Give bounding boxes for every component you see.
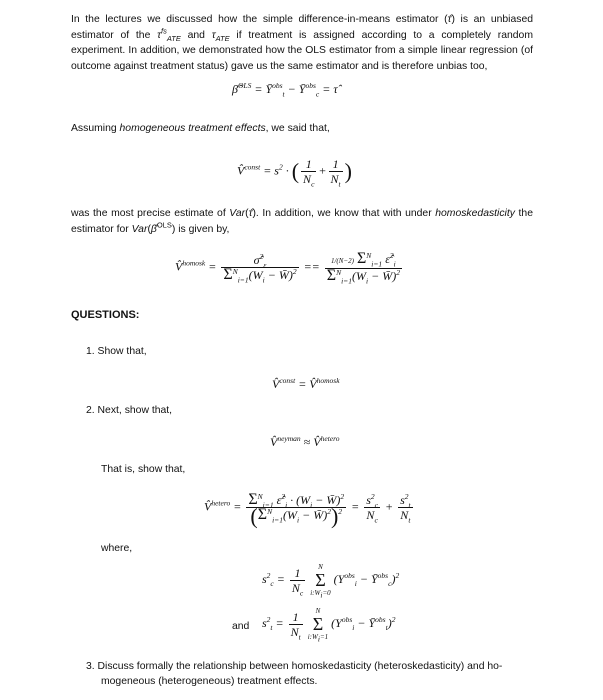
questions-heading: QUESTIONS: (71, 309, 140, 321)
equation-q1: V̂$^{const}$ = V̂$^{homosk}$ (272, 376, 340, 391)
equation-v-const: V̂$^{const}$ = $s^2$ · ( $\frac{1}{N_c}$ + $\frac{1}{N_t}$ ) (237, 157, 352, 189)
and-label: and (232, 621, 250, 632)
equation-q2: V̂$^{neyman}$ ≈ V̂$^{hetero}$ (270, 434, 340, 449)
question-3-line-2: mogeneous (heterogeneous) treatment effects. (101, 676, 318, 687)
equation-st2: $s^2_t$ = $\frac{1}{N_t}$ N Σ $i:W_i=1$ ($Y^{obs}_i$ − $Ȳ^{obs}_t)^2$ (262, 607, 396, 644)
intro-paragraph-3: was the most precise estimate of Var(τ̂). In addition, we know that with under homoskedasticity the estimator for Var(β̂$^{OLS}$) is given by, (71, 208, 533, 235)
where-label: where, (101, 543, 133, 554)
intro-paragraph-2: Assuming homogeneous treatment effects, we said that, (71, 123, 330, 134)
question-3-line-1: 3. Discuss formally the relationship between homoskedasticity (heteroskedasticity) and ho- (86, 661, 503, 672)
intro-paragraph-1: In the lectures we discussed how the simple difference-in-means estimator (τ̂) is an unbiased estimator of the $\tau^{fs}_{ATE}$ and $\tau_{ATE}$ if treatment is assigned according to a completely random experiment. In addition, we demonstrated how the OLS estimator from a simple linear regression (of outcome against treatment status) gave us the same estimator and is therefore unbias too, (71, 14, 533, 72)
question-2: 2. Next, show that, (86, 405, 173, 416)
equation-v-homosk: V̂$^{homosk}$ = $\frac{\sigmâ^2_\varepsilon}{\Sigma^N_{i=1}(W_i - W̄)^2}$ == $\frac{1/(N-2) \Sigma^N_{i=1} \varepsilon̂^2_i}{\Sigma^N_{i=1}(W_i - W̄)^2}$ (175, 250, 400, 286)
equation-beta-ols: β̂$^{OLS}$ = $Ȳ^{obs}_t$ − $Ȳ^{obs}_c$ = τ̂ (232, 81, 338, 99)
question-1: 1. Show that, (86, 346, 147, 357)
question-2-that-is: That is, show that, (101, 464, 186, 475)
equation-sc2: $s^2_c$ = $\frac{1}{N_c}$ N Σ $i:W_i=0$ ($Y^{obs}_i$ − $Ȳ^{obs}_c)^2$ (262, 563, 400, 600)
equation-v-hetero: V̂$^{hetero}$ = $\frac{\Sigma^N_{i=1} \varepsilon̂^2_i \cdot (W_i - W̄)^2}{(\Sigma^N_{i=1}(W_i - W̄)^2)^2}$ = $\frac{s^2_c}{N_c}$ + $\frac{s^2_t}{N_t}$ (204, 491, 411, 529)
